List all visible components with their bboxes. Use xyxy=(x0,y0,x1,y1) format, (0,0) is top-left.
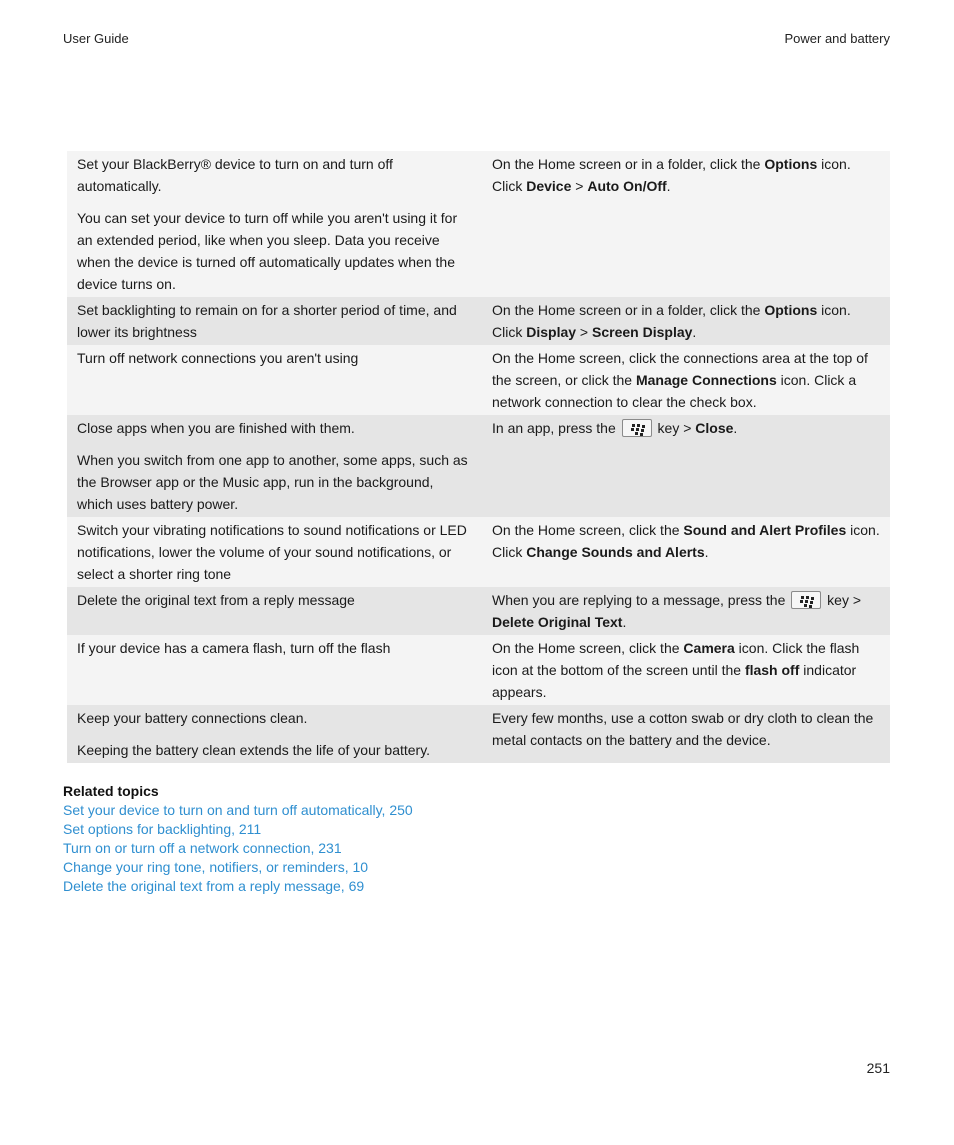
ui-element-label: Close xyxy=(695,420,734,436)
tip-text: Keep your battery connections clean. xyxy=(77,710,308,726)
step-text-segment: In an app, press the xyxy=(492,420,620,436)
tip-cell xyxy=(67,297,480,345)
steps-text xyxy=(492,153,884,197)
tip-description: Keeping the battery clean extends the life of your battery. xyxy=(77,742,431,758)
related-link-auto-on-off[interactable]: Set your device to turn on and turn off automatically, 250 xyxy=(63,802,413,818)
ui-element-label: Camera xyxy=(683,640,735,656)
step-text-segment: . xyxy=(704,544,709,560)
tip-row xyxy=(67,415,890,517)
tip-text: Set your BlackBerry® device to turn on and turn off automatically. xyxy=(77,156,393,194)
tip-cell xyxy=(67,635,480,705)
step-text-segment: icon. Click xyxy=(492,522,880,560)
step-text-segment: On the Home screen, click the xyxy=(492,522,684,538)
step-text-segment: indicator appears. xyxy=(492,662,857,700)
step-text-segment: On the Home screen or in a folder, click the xyxy=(492,156,765,172)
tip-text: Delete the original text from a reply message xyxy=(77,592,355,608)
tip-text: If your device has a camera flash, turn off the flash xyxy=(77,640,391,656)
steps-cell xyxy=(480,587,890,635)
ui-element-label: Delete Original Text xyxy=(492,614,623,630)
step-text-segment: When you are replying to a message, press the xyxy=(492,592,790,608)
page-number: 251 xyxy=(866,1060,890,1076)
steps-cell xyxy=(480,635,890,705)
step-text-segment: key > xyxy=(653,420,696,436)
tip-cell xyxy=(67,345,480,415)
steps-text xyxy=(492,417,884,439)
step-text-segment: icon. Click the flash icon at the bottom of the screen until the xyxy=(492,640,860,678)
battery-tips-table xyxy=(67,151,890,763)
steps-cell xyxy=(480,297,890,345)
ui-element-label: Manage Connections xyxy=(635,372,777,388)
steps-text xyxy=(492,707,884,751)
step-text-segment: On the Home screen or in a folder, click the xyxy=(492,302,765,318)
tip-row xyxy=(67,705,890,763)
blackberry-menu-key-icon xyxy=(622,419,652,437)
steps-text xyxy=(492,519,884,563)
step-text-segment: > xyxy=(571,178,588,194)
ui-element-label: Options xyxy=(764,156,818,172)
step-text-segment: . xyxy=(622,614,627,630)
steps-cell xyxy=(480,415,890,517)
steps-text xyxy=(492,299,884,343)
ui-element-label: Screen Display xyxy=(592,324,693,340)
steps-cell xyxy=(480,151,890,297)
step-text-segment: > xyxy=(576,324,593,340)
steps-text xyxy=(492,589,884,633)
step-text-segment: Every few months, use a cotton swab or dry cloth to clean the metal contacts on the battery and the device. xyxy=(492,710,874,748)
tip-cell xyxy=(67,151,480,297)
related-topics-title: Related topics xyxy=(63,783,159,799)
step-text-segment: icon. Click xyxy=(492,302,851,340)
tip-row xyxy=(67,345,890,415)
related-link-backlighting[interactable]: Set options for backlighting, 211 xyxy=(63,821,262,837)
ui-element-label: flash off xyxy=(744,662,800,678)
step-text-segment: On the Home screen, click the xyxy=(492,640,684,656)
step-text-segment: key > xyxy=(823,592,862,608)
steps-text xyxy=(492,347,884,413)
steps-cell xyxy=(480,705,890,763)
tip-cell xyxy=(67,587,480,635)
tip-cell xyxy=(67,517,480,587)
step-text-segment: icon. Click xyxy=(492,156,851,194)
header-section-title: Power and battery xyxy=(784,31,890,46)
steps-cell xyxy=(480,345,890,415)
related-link-network-connection[interactable]: Turn on or turn off a network connection, 231 xyxy=(63,840,342,856)
steps-cell xyxy=(480,517,890,587)
ui-element-label: Options xyxy=(764,302,818,318)
related-link-delete-original-text[interactable]: Delete the original text from a reply message, 69 xyxy=(63,878,365,894)
step-text-segment: . xyxy=(733,420,738,436)
tip-text: Turn off network connections you aren't using xyxy=(77,350,359,366)
ui-element-label: Sound and Alert Profiles xyxy=(683,522,847,538)
ui-element-label: Auto On/Off xyxy=(587,178,667,194)
tip-row xyxy=(67,635,890,705)
battery-tips-table-body xyxy=(67,151,890,763)
ui-element-label: Display xyxy=(526,324,577,340)
step-text-segment: . xyxy=(692,324,697,340)
tip-description: You can set your device to turn off while you aren't using it for an extended period, like when you sleep. Data you receive when the device is turned off automatically updates when the device turns on. xyxy=(77,210,458,292)
tip-row xyxy=(67,587,890,635)
tip-cell xyxy=(67,415,480,517)
tip-text: Set backlighting to remain on for a shorter period of time, and lower its brightness xyxy=(77,302,457,340)
tip-row xyxy=(67,151,890,297)
header-guide-title: User Guide xyxy=(63,31,129,46)
ui-element-label: Change Sounds and Alerts xyxy=(526,544,705,560)
related-topics xyxy=(63,782,413,896)
tip-cell xyxy=(67,705,480,763)
related-link-ring-tone[interactable]: Change your ring tone, notifiers, or reminders, 10 xyxy=(63,859,369,875)
blackberry-menu-key-icon xyxy=(791,591,821,609)
step-text-segment: icon. Click a network connection to clear the check box. xyxy=(492,372,857,410)
tip-row xyxy=(67,517,890,587)
tip-text: Switch your vibrating notifications to sound notifications or LED notifications, lower the volume of your sound notifications, or select a shorter ring tone xyxy=(77,522,467,582)
step-text-segment: . xyxy=(666,178,671,194)
tip-text: Close apps when you are finished with them. xyxy=(77,420,355,436)
tip-description: When you switch from one app to another, some apps, such as the Browser app or the Music app, run in the background, which uses battery power. xyxy=(77,452,468,512)
ui-element-label: Device xyxy=(526,178,572,194)
step-text-segment: On the Home screen, click the connections area at the top of the screen, or click the xyxy=(492,350,868,388)
tip-row xyxy=(67,297,890,345)
steps-text xyxy=(492,637,884,703)
